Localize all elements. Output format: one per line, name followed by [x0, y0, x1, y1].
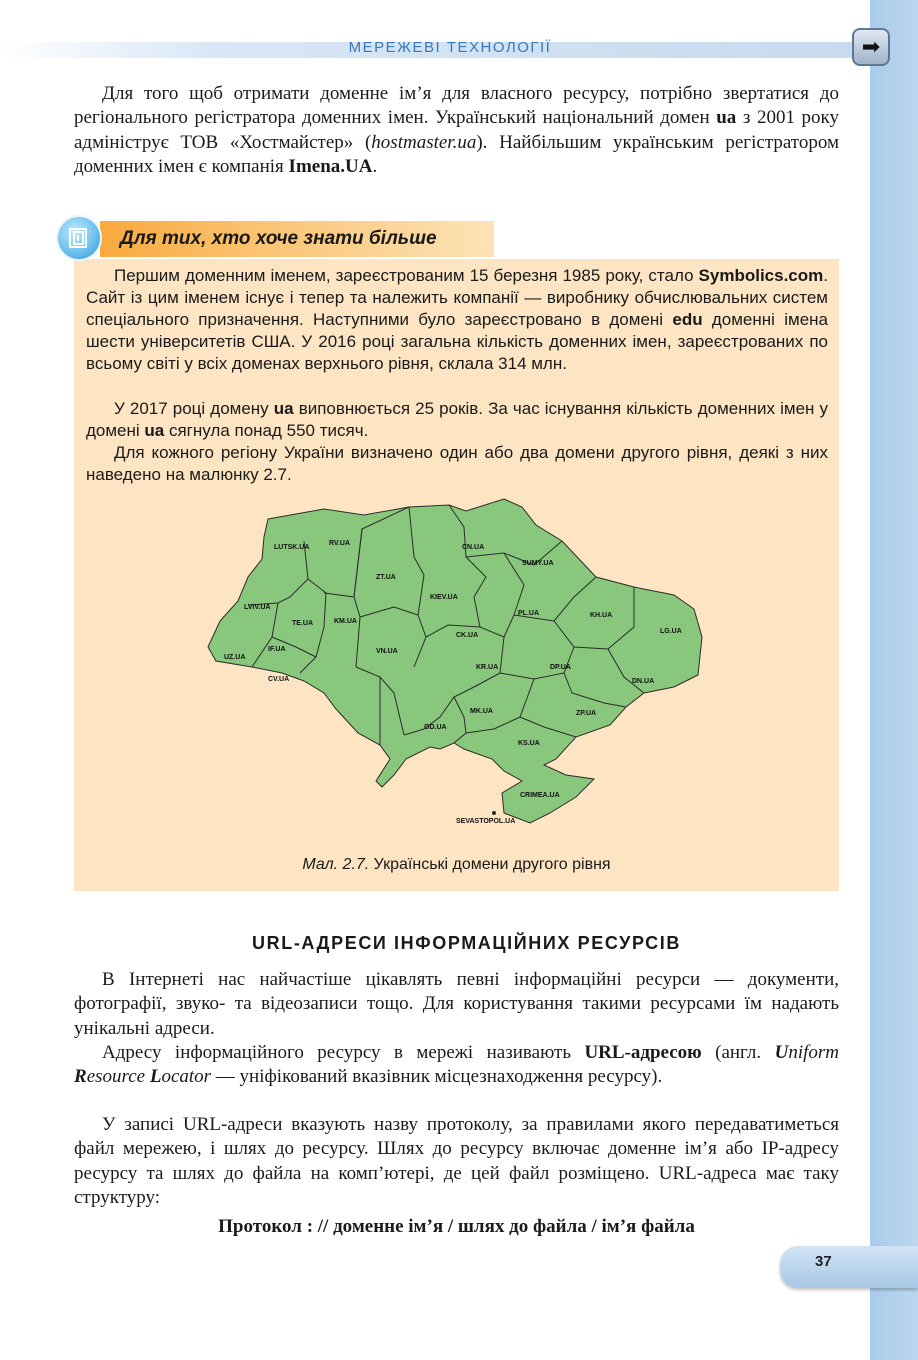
map-label: PL.UA [518, 610, 539, 617]
section-paragraph-2: Адресу інформаційного ресурсу в мережі називають URL-адресою (англ. Uniform Resource Locator — уніфікований вказівник місцезнаходження ресурсу). [74, 1042, 839, 1088]
map-label: ZT.UA [376, 574, 396, 581]
next-page-button[interactable] [852, 28, 890, 66]
map-label: RV.UA [329, 540, 351, 547]
map-label: CV.UA [268, 676, 290, 683]
map-label: SUMY.UA [522, 560, 554, 567]
map-label: LVIV.UA [244, 604, 271, 611]
info-paragraph-2: У 2017 році домену ua виповнюється 25 років. За час існування кількість доменних імен у домені ua сягнула понад 550 тисяч. [86, 399, 828, 440]
map-label: DN.UA [632, 678, 655, 685]
info-box-label: Для тих, хто хоче знати більше [120, 228, 437, 249]
map-label: VN.UA [376, 648, 398, 655]
map-label: CRIMEA.UA [520, 792, 560, 799]
map-label: ZP.UA [576, 710, 597, 717]
arrow-right-icon: ➡ [861, 34, 881, 60]
map-label: OD.UA [424, 724, 447, 731]
sevastopol-marker [492, 811, 496, 815]
info-paragraph-1: Першим доменним іменем, зареєстрованим 15 березня 1985 року, стало Symbolics.com. Сайт із цим іменем існує і тепер та належить компанії — виробнику обчислювальних систем спеціального призначення. Наступними було зареєстровано в домені edu доменні імена шести університетів США. У 2016 році загальна кількість доменних імен, зареєстрованих по всьому світі у всіх доменах верхнього рівня, склала 314 млн. [86, 266, 828, 373]
map-label: KIEV.UA [430, 594, 458, 601]
page-number-tab [780, 1246, 918, 1288]
info-paragraph-3: Для кожного регіону України визначено один або два домени другого рівня, деякі з них наведено на малюнку 2.7. [86, 443, 828, 484]
map-label: CK.UA [456, 632, 479, 639]
section-paragraph-1: В Інтернеті нас найчастіше цікавлять певні інформаційні ресурси — документи, фотографії, звуко- та відеозаписи тощо. Для користування такими ресурсами їм надають унікальні адреси. [74, 969, 839, 1039]
side-strip [870, 0, 918, 1360]
intro-paragraph: Для того щоб отримати доменне ім’я для власного ресурсу, потрібно звертатися до регіонального регістратора доменних імен. Український національний домен ua з 2001 року адмініструє ТОВ «Хостмайстер» (hostmaster.ua). Найбільшим українським регістратором доменних імен є компанія Imena.UA. [74, 83, 840, 177]
info-book-icon [56, 215, 102, 261]
section-heading: URL-АДРЕСИ ІНФОРМАЦІЙНИХ РЕСУРСІВ [252, 933, 681, 953]
running-header: МЕРЕЖЕВІ ТЕХНОЛОГІЇ [348, 39, 552, 56]
map-label: KS.UA [518, 740, 540, 747]
map-label: DP.UA [550, 664, 571, 671]
page-number: 37 [815, 1253, 832, 1270]
ukraine-domain-map [204, 497, 712, 837]
map-label: IF.UA [268, 646, 286, 653]
map-label: KM.UA [334, 618, 357, 625]
map-label: LG.UA [660, 628, 682, 635]
map-label: MK.UA [470, 708, 493, 715]
map-label: KH.UA [590, 612, 613, 619]
url-structure-formula: Протокол : // доменне ім’я / шлях до файла / ім’я файла [218, 1216, 695, 1237]
map-label: TE.UA [292, 620, 313, 627]
figure-caption: Мал. 2.7. Українські домени другого рівня [302, 856, 611, 873]
map-label: LUTSK.UA [274, 544, 310, 551]
map-label: CN.UA [462, 544, 485, 551]
map-label: UZ.UA [224, 654, 246, 661]
map-label: SEVASTOPOL.UA [456, 818, 516, 825]
section-paragraph-3: У записі URL-адреси вказують назву протоколу, за правилами якого передаватиметься файл мережею, і шлях до ресурсу. Шлях до ресурсу включає доменне ім’я або IP-адресу ресурсу та шлях до файла на комп’ютері, де цей файл розміщено. URL-адреса має таку структуру: [74, 1114, 839, 1208]
map-label: KR.UA [476, 664, 499, 671]
